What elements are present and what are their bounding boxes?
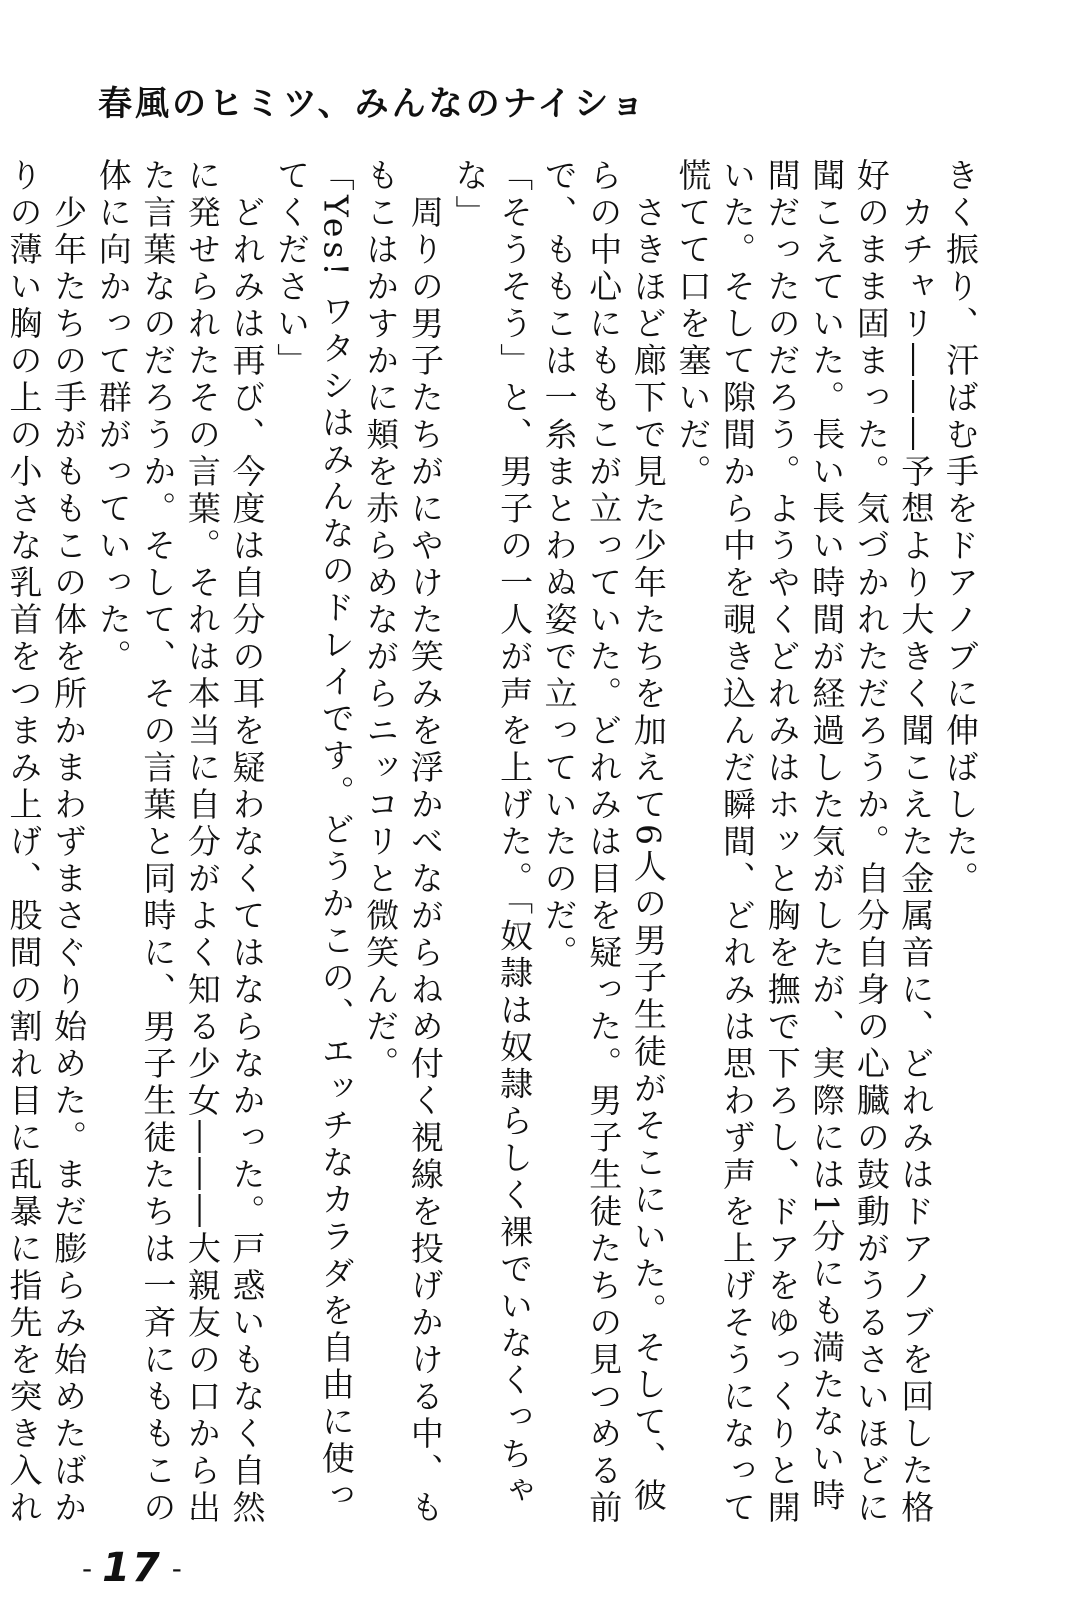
- paragraph: 「そうそう」と、男子の一人が声を上げた。「奴隷は奴隷らしく裸でいなくっちゃな」: [450, 158, 535, 1511]
- paragraph: きく振り、汗ばむ手をドアノブに伸ばした。: [941, 158, 980, 898]
- page-number-value: 17: [102, 1545, 162, 1591]
- paragraph: どれみは再び、今度は自分の耳を疑わなくてはならなかった。戸惑いもなく自然に発せられたその言葉。それは本当に自分がよく知る少女―――大親友の口から出た言葉なのだろうか。そして、その言葉と同時に、男子生徒たちは一斉にももこの体に向かって群がっていった。: [93, 158, 267, 1527]
- body-text: [4, 158, 982, 1548]
- page-number-dash-left: -: [82, 1551, 93, 1585]
- page-number: [82, 1545, 182, 1591]
- paragraph: 「Yes! ワタシはみんなのドレイです。どうかこの、エッチなカラダを自由に使ってください」: [272, 158, 356, 1516]
- paragraph: さきほど廊下で見た少年たちを加えて6人の男子生徒がそこにいた。そして、彼らの中心にももこが立っていた。どれみは目を疑った。男子生徒たちの見つめる前で、ももこは一糸まとわぬ姿で立っていたのだ。: [539, 158, 668, 1527]
- page-number-dash-right: -: [171, 1551, 182, 1585]
- page-title: 春風のヒミツ、みんなのナイショ: [98, 84, 648, 124]
- paragraph: 周りの男子たちがにやけた笑みを浮かべながらねめ付く視線を投げかける中、ももこはかすかに頬を赤らめながらニッコリと微笑んだ。: [361, 158, 445, 1527]
- paragraph: カチャリ―――予想より大きく聞こえた金属音に、どれみはドアノブを回した格好のまま固まった。気づかれただろうか。自分自身の心臓の鼓動がうるさいほどに聞こえていた。長い長い時間が経過した気がしたが、実際には1分にも満たない時間だったのだろう。ようやくどれみはホッと胸を撫で下ろし、ドアをゆっくりと開いた。そして隙間から中を覗き込んだ瞬間、どれみは思わず声を上げそうになって慌てて口を塞いだ。: [673, 158, 936, 1527]
- paragraph: 少年たちの手がももこの体を所かまわずまさぐり始めた。まだ膨らみ始めたばかりの薄い胸の上の小さな乳首をつまみ上げ、股間の割れ目に乱暴に指先を突き入れ: [4, 158, 89, 1527]
